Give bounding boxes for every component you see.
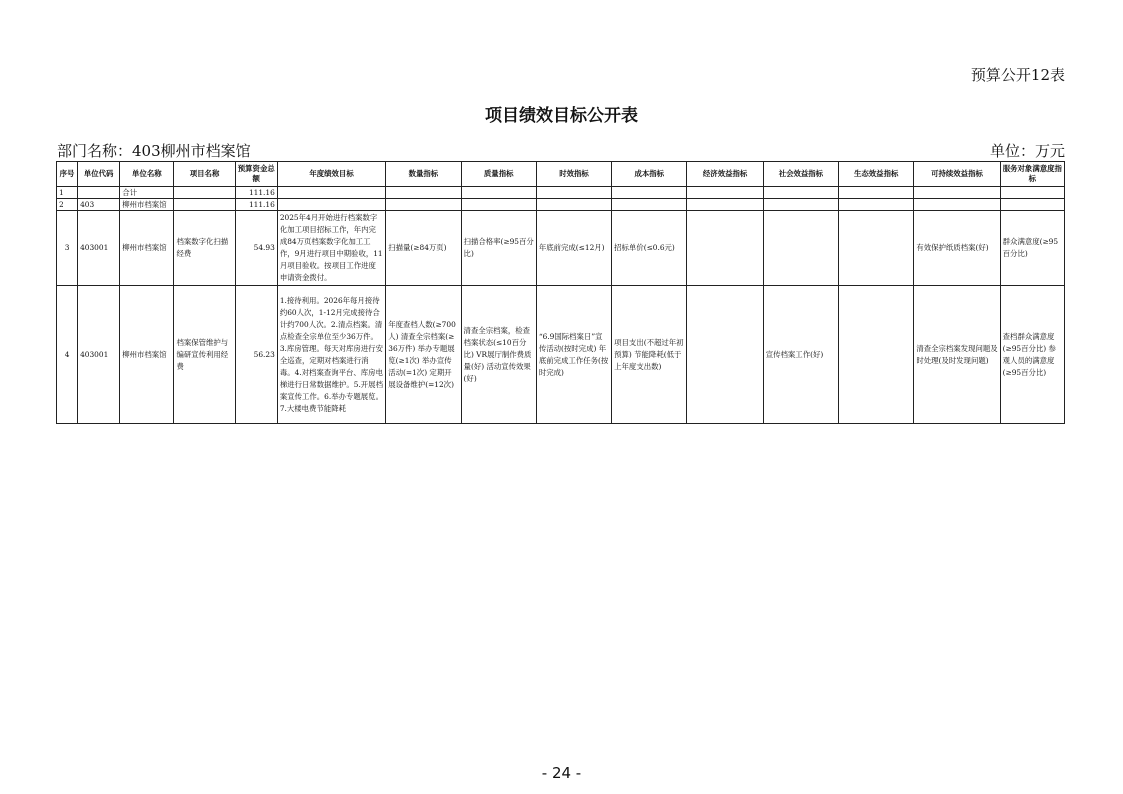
table-number-label: 预算公开12表 [970, 66, 1065, 84]
table-row [57, 187, 1065, 199]
cell-satisfaction: 查档群众满意度(≥95百分比) 参观人员的满意度(≥95百分比) [1000, 286, 1064, 424]
cell-satisfaction [1000, 187, 1064, 199]
cell-quality [461, 187, 536, 199]
cell-quantity: 年度查档人数(≥700人) 清查全宗档案(≥36万件) 举办专题展览(≥1次) 举办宣传活动(=1次) 定期开展设备维护(=12次) [386, 286, 461, 424]
cell-unit: 柳州市档案馆 [120, 199, 174, 211]
cell-economic [687, 199, 763, 211]
cell-timeliness: 年底前完成(≤12月) [536, 211, 611, 286]
cell-timeliness [536, 187, 611, 199]
cell-quality: 扫描合格率(≥95百分比) [461, 211, 536, 286]
performance-table [56, 161, 1065, 424]
cell-cost: 项目支出(不超过年初预算) 节能降耗(低于上年度支出数) [612, 286, 687, 424]
column-header: 单位名称 [120, 162, 174, 187]
table-row [57, 211, 1065, 286]
cell-cost [612, 187, 687, 199]
cell-seq: 1 [57, 187, 78, 199]
column-header: 质量指标 [461, 162, 536, 187]
column-header: 社会效益指标 [763, 162, 838, 187]
cell-quantity: 扫描量(≥84万页) [386, 211, 461, 286]
table-header-row [57, 162, 1065, 187]
cell-quality [461, 199, 536, 211]
table-row [57, 199, 1065, 211]
cell-sustain [914, 199, 1000, 211]
column-header: 序号 [57, 162, 78, 187]
cell-code: 403 [78, 199, 120, 211]
cell-goal: 2025年4月开始进行档案数字化加工项目招标工作，年内完成84万页档案数字化加工工作，9月进行项目中期验收，11月项目验收。按项目工作进度申请资金拨付。 [277, 211, 385, 286]
cell-goal [277, 199, 385, 211]
cell-budget: 54.93 [235, 211, 277, 286]
department-name: 部门名称：403柳州市档案馆 [57, 142, 251, 160]
cell-timeliness [536, 199, 611, 211]
cell-cost: 招标单价(≤0.6元) [612, 211, 687, 286]
cell-project [174, 187, 235, 199]
cell-seq: 2 [57, 199, 78, 211]
cell-social: 宣传档案工作(好) [763, 286, 838, 424]
cell-project: 档案保管维护与编研宣传利用经费 [174, 286, 235, 424]
cell-budget: 56.23 [235, 286, 277, 424]
cell-quantity [386, 187, 461, 199]
cell-budget: 111.16 [235, 187, 277, 199]
cell-goal [277, 187, 385, 199]
cell-sustain: 清查全宗档案发现问题及时处理(及时发现问题) [914, 286, 1000, 424]
page-title: 项目绩效目标公开表 [485, 106, 638, 126]
cell-code [78, 187, 120, 199]
column-header: 经济效益指标 [687, 162, 763, 187]
cell-ecological [839, 211, 914, 286]
cell-unit: 柳州市档案馆 [120, 211, 174, 286]
cell-budget: 111.16 [235, 199, 277, 211]
cell-economic [687, 211, 763, 286]
cell-timeliness: “6.9国际档案日”宣传活动(按时完成) 年底前完成工作任务(按时完成) [536, 286, 611, 424]
cell-economic [687, 286, 763, 424]
cell-ecological [839, 187, 914, 199]
cell-quality: 清查全宗档案，检查档案状态(≤10百分比) VR展厅制作费质量(好) 活动宣传效果(好) [461, 286, 536, 424]
cell-ecological [839, 286, 914, 424]
cell-cost [612, 199, 687, 211]
cell-unit: 柳州市档案馆 [120, 286, 174, 424]
cell-ecological [839, 199, 914, 211]
column-header: 预算资金总额 [235, 162, 277, 187]
cell-sustain: 有效保护纸质档案(好) [914, 211, 1000, 286]
column-header: 生态效益指标 [839, 162, 914, 187]
column-header: 可持续效益指标 [914, 162, 1000, 187]
cell-sustain [914, 187, 1000, 199]
cell-goal: 1.接待利用。2026年每月接待约60人次，1-12月完成接待合计约700人次。2.清点档案。清点检查全宗单位至少36万件。3.库房管理。每天对库房进行安全巡查，定期对档案进行消毒。4.对档案查询平台、库房电梯进行日常数据维护。5.开展档案宣传工作。6.举办专题展览。7.大楼电费节能降耗 [277, 286, 385, 424]
cell-economic [687, 187, 763, 199]
unit-label: 单位：万元 [989, 142, 1065, 160]
cell-code: 403001 [78, 211, 120, 286]
column-header: 单位代码 [78, 162, 120, 187]
page-number: - 24 - [541, 764, 582, 782]
table-row [57, 286, 1065, 424]
cell-code: 403001 [78, 286, 120, 424]
cell-project [174, 199, 235, 211]
column-header: 年度绩效目标 [277, 162, 385, 187]
cell-satisfaction [1000, 199, 1064, 211]
cell-quantity [386, 199, 461, 211]
cell-satisfaction: 群众满意度(≥95百分比) [1000, 211, 1064, 286]
column-header: 项目名称 [174, 162, 235, 187]
cell-seq: 4 [57, 286, 78, 424]
cell-social [763, 211, 838, 286]
cell-project: 档案数字化扫描经费 [174, 211, 235, 286]
cell-unit: 合计 [120, 187, 174, 199]
column-header: 成本指标 [612, 162, 687, 187]
column-header: 数量指标 [386, 162, 461, 187]
cell-social [763, 187, 838, 199]
column-header: 服务对象满意度指标 [1000, 162, 1064, 187]
cell-social [763, 199, 838, 211]
cell-seq: 3 [57, 211, 78, 286]
column-header: 时效指标 [536, 162, 611, 187]
